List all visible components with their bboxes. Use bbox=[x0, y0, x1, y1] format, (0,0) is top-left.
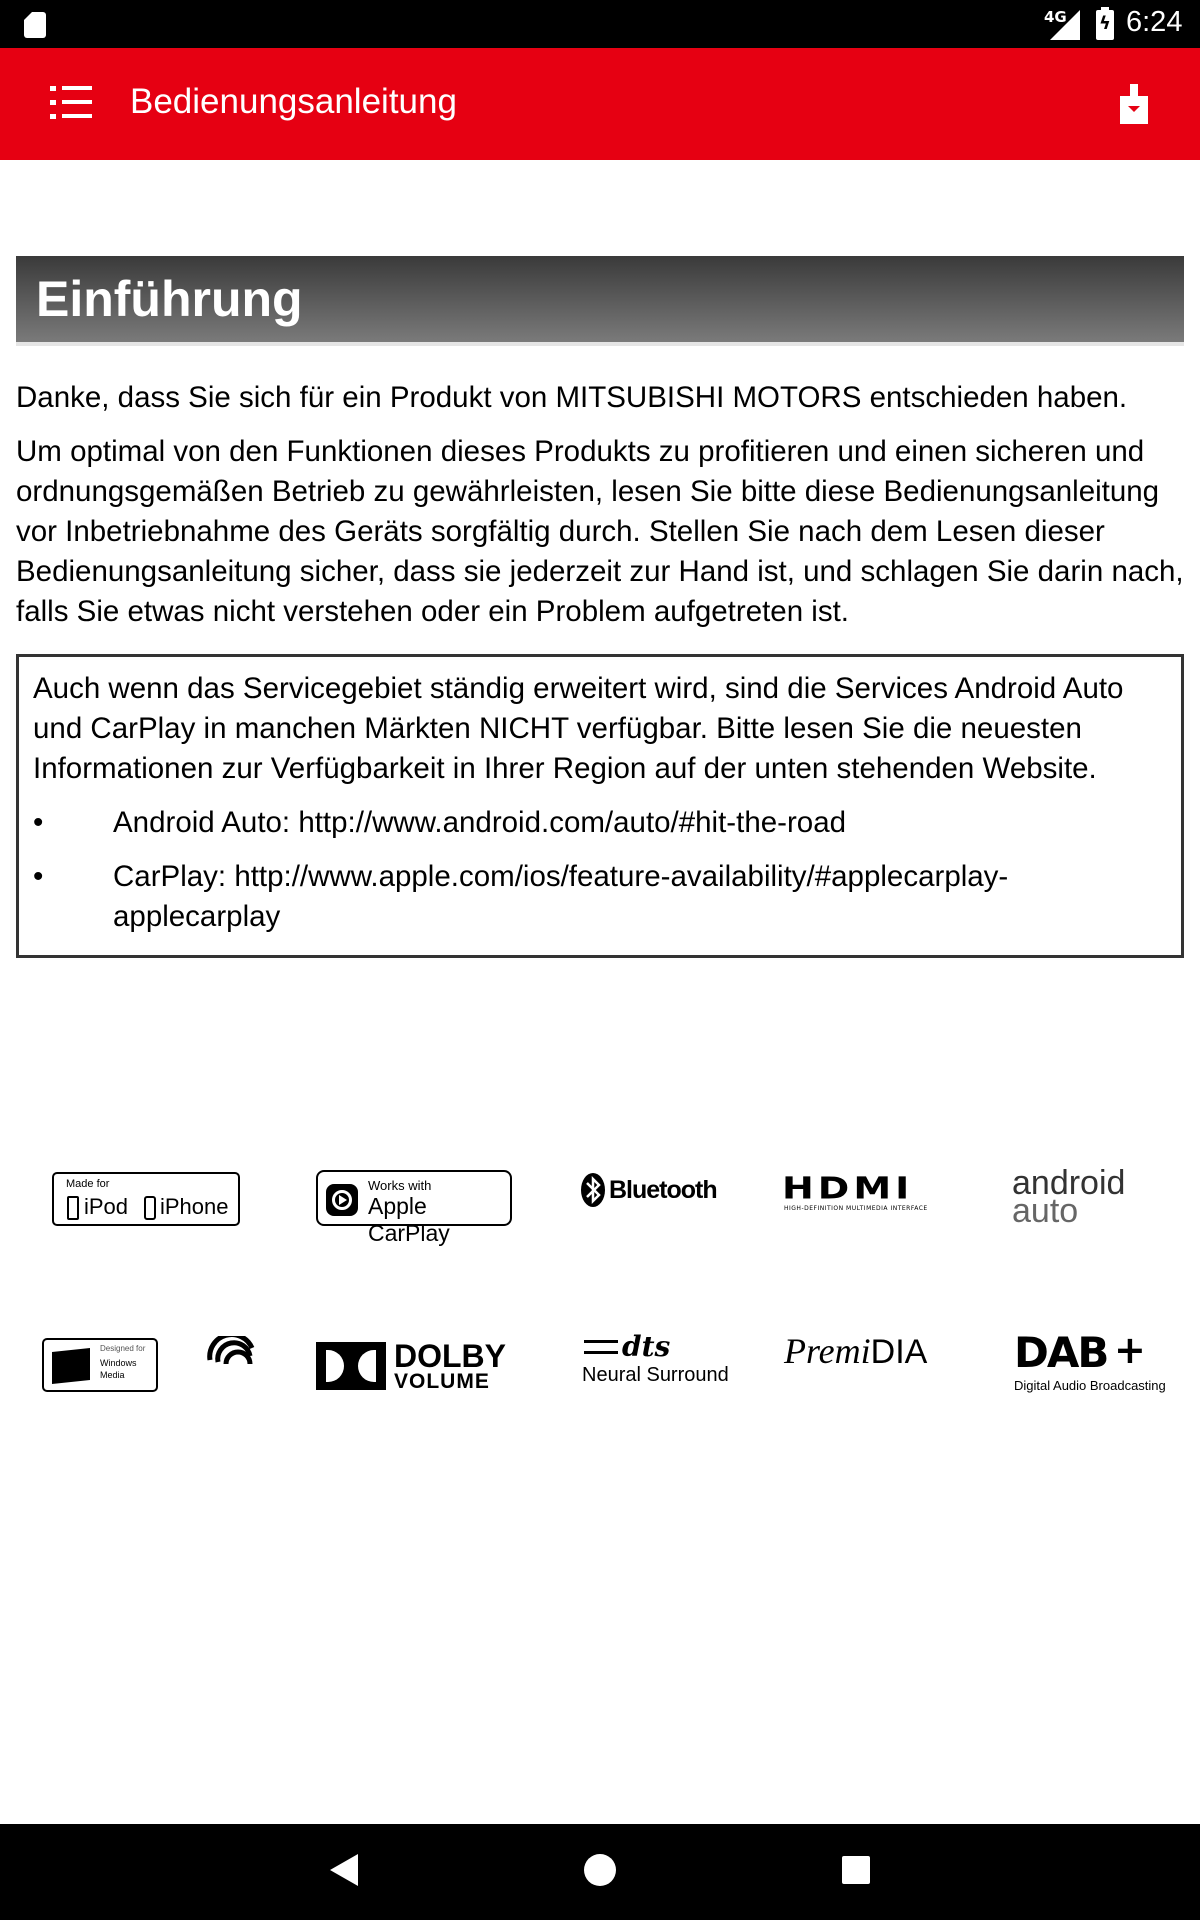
sd-card-icon bbox=[24, 12, 46, 38]
dts-icon bbox=[584, 1340, 618, 1354]
manual-content bbox=[16, 256, 1184, 958]
swirl-logo bbox=[206, 1336, 260, 1384]
hdmi-logo: HDMI HIGH-DEFINITION MULTIMEDIA INTERFACE bbox=[782, 1170, 928, 1212]
carplay-link[interactable]: • CarPlay: http://www.apple.com/ios/feature-availability/#applecarplay-applecarplay bbox=[33, 857, 1167, 937]
notice-text: Auch wenn das Servicegebiet ständig erweitert wird, sind die Services Android Auto und CarPlay in manchen Märkten NICHT verfügbar. Bitte lesen Sie die neuesten Informationen zur Verfügbarkeit in Ihrer Region auf der unten stehenden Website. bbox=[33, 672, 1124, 785]
clock: 6:24 bbox=[1126, 6, 1183, 38]
app-title: Bedienungsanleitung bbox=[130, 82, 457, 121]
dolby-icon bbox=[316, 1342, 386, 1390]
dab-plus-logo: DAB + Digital Audio Broadcasting bbox=[1014, 1328, 1166, 1393]
carplay-icon bbox=[326, 1184, 358, 1216]
signal-icon bbox=[1050, 10, 1080, 40]
link-list bbox=[33, 803, 1167, 937]
network-type: 4G bbox=[1044, 8, 1067, 26]
app-bar bbox=[0, 48, 1200, 160]
android-auto-logo: android auto bbox=[1012, 1164, 1126, 1230]
back-icon[interactable] bbox=[330, 1854, 358, 1886]
plus-icon: + bbox=[1114, 1328, 1146, 1372]
navigation-bar bbox=[0, 1824, 1200, 1920]
battery-charging-icon: ϟ bbox=[1096, 10, 1114, 40]
intro-paragraph: Danke, dass Sie sich für ein Produkt von MITSUBISHI MOTORS entschieden haben. bbox=[16, 381, 1128, 414]
windows-media-logo: Designed for Windows Media bbox=[42, 1338, 158, 1392]
made-for-ipod-iphone-logo: Made for iPod iPhone bbox=[52, 1172, 240, 1226]
recents-icon[interactable] bbox=[842, 1856, 870, 1884]
iphone-icon bbox=[144, 1196, 156, 1220]
premidia-logo: PremiDIA bbox=[784, 1331, 928, 1371]
availability-notice bbox=[16, 654, 1184, 958]
apple-carplay-logo: Works with Apple CarPlay bbox=[316, 1170, 512, 1226]
dts-neural-surround-logo: dts Neural Surround bbox=[582, 1330, 729, 1386]
bluetooth-icon bbox=[580, 1172, 606, 1208]
section-heading: Einführung bbox=[16, 256, 1184, 346]
android-auto-link[interactable]: • Android Auto: http://www.android.com/auto/#hit-the-road bbox=[33, 803, 1167, 843]
ipod-icon bbox=[67, 1196, 79, 1220]
status-bar bbox=[0, 0, 1200, 48]
bluetooth-logo: Bluetooth bbox=[580, 1172, 720, 1212]
menu-icon[interactable] bbox=[50, 86, 94, 120]
intro-paragraph: Um optimal von den Funktionen dieses Produkts zu profitieren und einen sicheren und ordnungsgemäßen Betrieb zu gewährleisten, lesen Sie bitte diese Bedienungsanleitung vor Inbetriebnahme des Geräts sorgfältig durch. Stellen Sie nach dem Lesen dieser Bedienungsanleitung sicher, dass sie jederzeit zur Hand ist, und schlagen Sie darin nach, falls Sie etwas nicht verstehen oder ein Problem aufgetreten ist. bbox=[16, 435, 1184, 628]
logo-grid bbox=[0, 1140, 1200, 1420]
windows-icon bbox=[52, 1348, 90, 1384]
bookmark-icon[interactable] bbox=[1120, 84, 1150, 124]
home-icon[interactable] bbox=[584, 1854, 616, 1886]
dolby-volume-logo: DOLBY VOLUME bbox=[316, 1340, 506, 1394]
